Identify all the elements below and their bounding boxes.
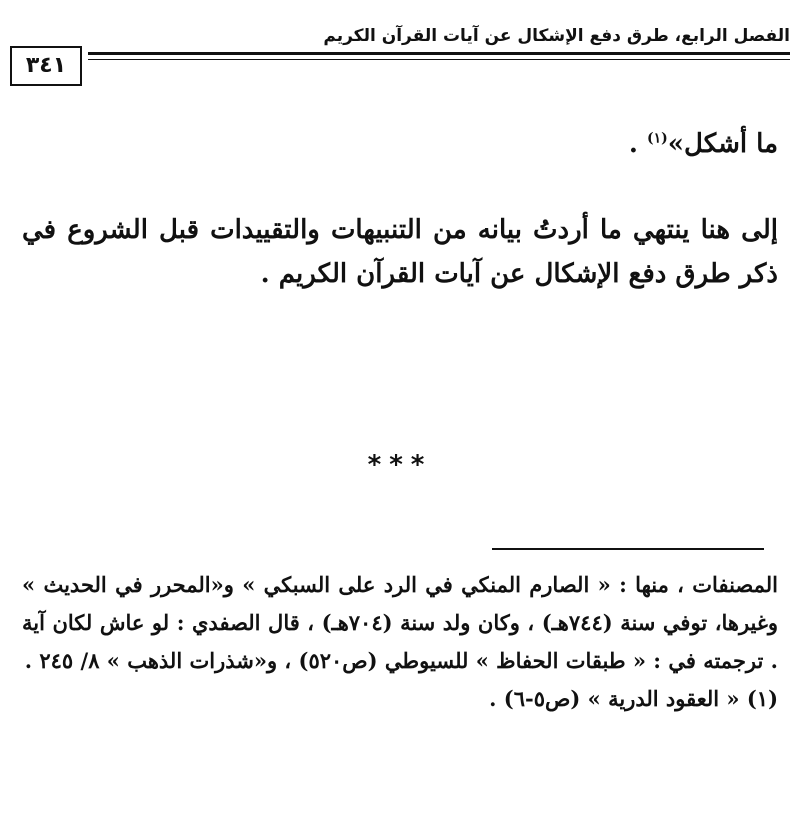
footnotes bbox=[22, 566, 778, 718]
running-title: الفصل الرابع، طرق دفع الإشكال عن آيات القرآن الكريم bbox=[323, 26, 790, 46]
body-paragraph: إلى هنا ينتهي ما أردتُ بيانه من التنبيهات والتقييدات قبل الشروع في ذكر طرق دفع الإشكال عن آيات القرآن الكريم . bbox=[22, 215, 778, 289]
page-number: ٣٤١ bbox=[10, 46, 82, 86]
header-rule-thick bbox=[88, 52, 790, 55]
footnote-reference: (١) bbox=[647, 130, 668, 147]
body-line-end: . bbox=[628, 129, 647, 159]
footnote-continuation: المصنفات ، منها : « الصارم المنكي في الرد على السبكي » و«المحرر في الحديث » وغيرها، توفي سنة (٧٤٤هـ) ، وكان ولد سنة (٧٠٤هـ) ، قال الصفدي : لو عاش لكان آية . ترجمته في : « طبقات الحفاظ » للسيوطي (ص٥٢٠) ، و«شذرات الذهب » ٨/ ٢٤٥ . bbox=[22, 572, 779, 673]
body-line-text: ما أشكل» bbox=[667, 129, 778, 159]
header-rule-thin bbox=[88, 59, 790, 60]
footnote-1: (١) « العقود الدرية » (ص٥-٦) . bbox=[489, 686, 778, 711]
section-separator: *** bbox=[367, 450, 433, 480]
footnote-rule bbox=[492, 548, 764, 550]
page-header bbox=[10, 20, 790, 90]
body-line-continuation bbox=[22, 122, 778, 166]
